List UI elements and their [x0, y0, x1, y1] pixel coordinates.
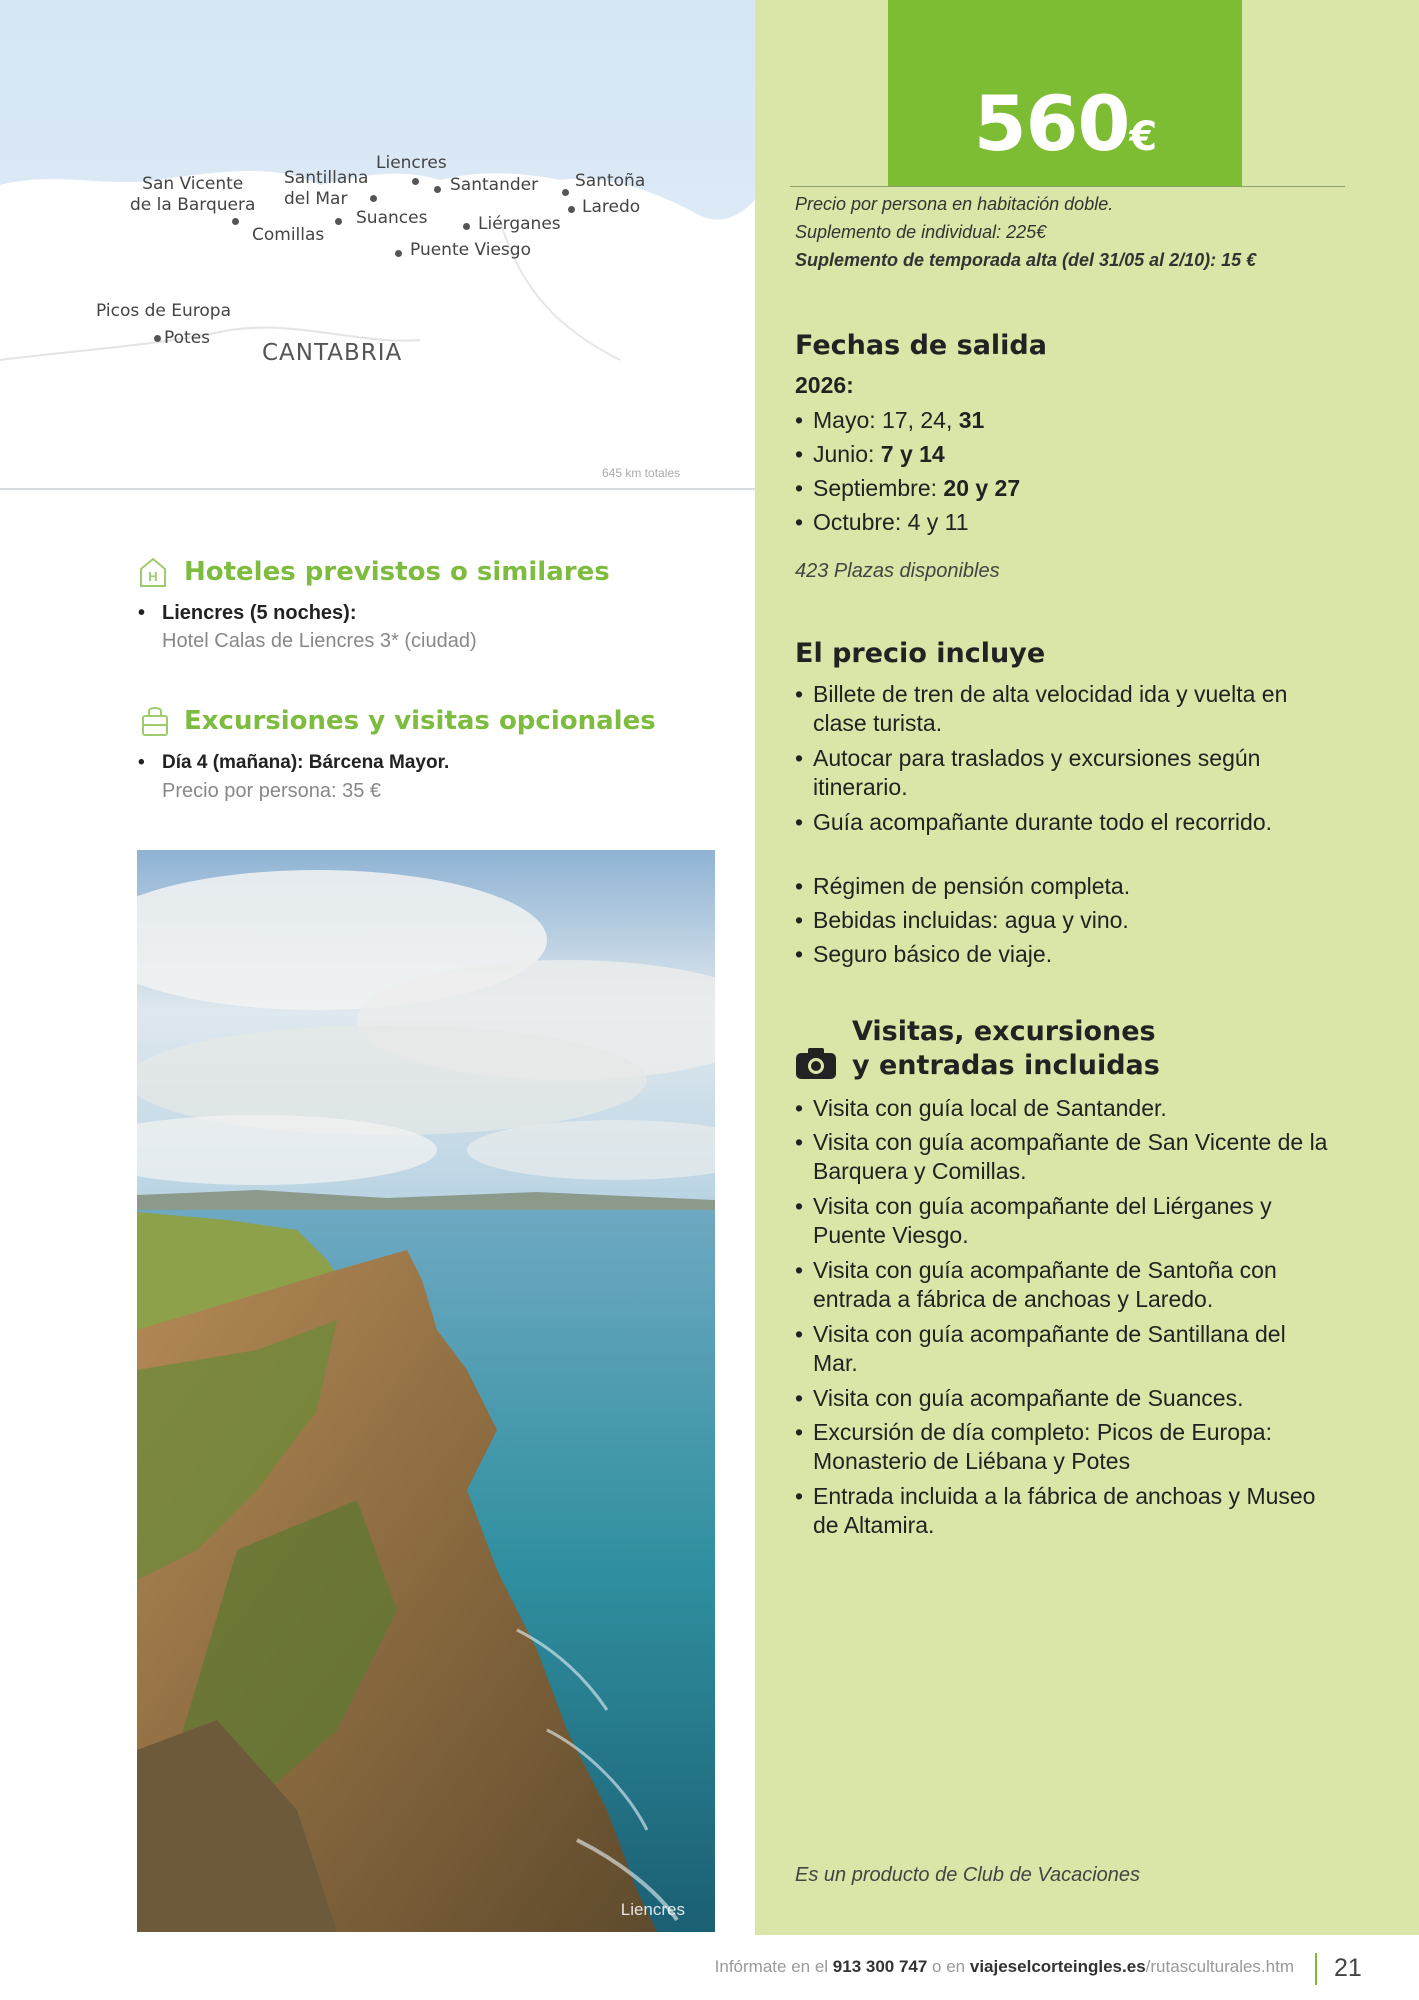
price-divider	[790, 186, 1345, 187]
price-note: Precio por persona en habitación doble.	[795, 194, 1114, 214]
bag-icon	[140, 705, 170, 737]
city-lierganes: Liérganes	[478, 214, 561, 234]
date-item	[813, 474, 1333, 503]
footer-mid: o en	[927, 1957, 970, 1976]
city-dot	[463, 223, 470, 230]
city-puente-viesgo: Puente Viesgo	[410, 240, 531, 260]
include-item: • Régimen de pensión completa.	[813, 872, 1333, 901]
hotel-item-detail: Hotel Calas de Liencres 3* (ciudad)	[162, 630, 477, 652]
visit-item: • Visita con guía acompañante de San Vicente de la Barquera y Comillas.	[813, 1128, 1333, 1186]
month-days-bold: 7 y 14	[880, 441, 945, 467]
camera-icon	[795, 1046, 837, 1080]
city-dot	[370, 195, 377, 202]
city-san-vicente: San Vicente de la Barquera	[130, 174, 256, 215]
optional-item-detail: Precio por persona: 35 €	[162, 780, 382, 802]
month-days-bold: 20 y 27	[943, 475, 1021, 501]
city-santona: Santoña	[575, 171, 646, 191]
map-land	[0, 0, 755, 490]
city-dot	[412, 178, 419, 185]
city-dot	[568, 206, 575, 213]
coast-photo	[137, 850, 715, 1932]
footer-contact	[715, 1957, 1294, 1977]
coast-photo-art	[137, 850, 715, 1932]
price-value	[888, 79, 1242, 168]
visit-item: • Entrada incluida a la fábrica de anchoas y Museo de Altamira.	[813, 1482, 1333, 1540]
optional-item-label: • Día 4 (mañana): Bárcena Mayor.	[162, 752, 449, 774]
footer-phone[interactable]: 913 300 747	[832, 1957, 928, 1976]
month-name: Septiembre:	[813, 475, 944, 501]
city-suances: Suances	[356, 208, 428, 228]
footer-site-path[interactable]: /rutasculturales.htm	[1145, 1957, 1294, 1976]
page-number: 21	[1334, 1954, 1362, 1982]
city-dot	[395, 250, 402, 257]
footer-site-link[interactable]: viajeselcorteingles.es	[969, 1957, 1146, 1976]
club-note: Es un producto de Club de Vacaciones	[795, 1864, 1141, 1886]
footer-separator	[1315, 1953, 1317, 1985]
city-comillas: Comillas	[252, 225, 325, 245]
date-item	[813, 508, 1333, 537]
include-item: • Guía acompañante durante todo el recorrido.	[813, 808, 1333, 837]
month-days: 4 y 11	[907, 509, 969, 535]
dates-year: 2026:	[795, 372, 854, 398]
include-item: • Billete de tren de alta velocidad ida y vuelta en clase turista.	[813, 680, 1333, 738]
visit-item: • Excursión de día completo: Picos de Europa: Monasterio de Liébana y Potes	[813, 1418, 1333, 1476]
available-seats: 423 Plazas disponibles	[795, 560, 1000, 582]
price-currency: €	[1129, 114, 1157, 160]
month-name: Mayo:	[813, 407, 883, 433]
price-amount: 560	[973, 79, 1130, 168]
visit-item: • Visita con guía acompañante del Liérganes y Puente Viesgo.	[813, 1192, 1333, 1250]
month-days: 17, 24,	[882, 407, 959, 433]
include-item: • Bebidas incluidas: agua y vino.	[813, 906, 1333, 935]
date-item	[813, 440, 1333, 469]
visits-title-line1: Visitas, excursiones	[852, 1016, 1156, 1047]
city-picos: Picos de Europa	[96, 301, 232, 321]
month-name: Octubre:	[813, 509, 908, 535]
page-footer	[0, 1935, 1419, 2000]
visit-item: • Visita con guía local de Santander.	[813, 1094, 1333, 1123]
hotels-title: Hoteles previstos o similares	[184, 557, 610, 587]
hotel-item-label: • Liencres (5 noches):	[162, 602, 357, 625]
city-potes: Potes	[164, 328, 211, 348]
city-dot	[434, 186, 441, 193]
region-map	[0, 0, 755, 490]
city-dot	[335, 218, 342, 225]
city-santillana: Santillana del Mar	[284, 168, 369, 209]
season-supplement-note: Suplemento de temporada alta (del 31/05 al 2/10): 15 €	[795, 250, 1257, 270]
includes-title: El precio incluye	[795, 638, 1046, 669]
month-days-bold: 31	[958, 407, 985, 433]
city-dot	[232, 218, 239, 225]
hotel-icon	[138, 556, 168, 588]
month-name: Junio:	[813, 441, 881, 467]
date-item	[813, 406, 1333, 435]
city-dot	[562, 189, 569, 196]
city-santander: Santander	[450, 175, 539, 195]
city-dot	[154, 335, 161, 342]
region-label: CANTABRIA	[262, 340, 403, 366]
city-liencres: Liencres	[376, 153, 447, 173]
include-item: • Seguro básico de viaje.	[813, 940, 1333, 969]
visit-item: • Visita con guía acompañante de Santoña con entrada a fábrica de anchoas y Laredo.	[813, 1256, 1333, 1314]
distance-note: 645 km totales	[602, 466, 681, 480]
footer-pre: Infórmate en el	[714, 1957, 833, 1976]
include-item: • Autocar para traslados y excursiones según itinerario.	[813, 744, 1333, 802]
visit-item: • Visita con guía acompañante de Suances.	[813, 1384, 1333, 1413]
city-laredo: Laredo	[582, 197, 641, 217]
optional-title: Excursiones y visitas opcionales	[184, 706, 656, 736]
visit-item: • Visita con guía acompañante de Santillana del Mar.	[813, 1320, 1333, 1378]
svg-text:H: H	[148, 569, 158, 584]
dates-title: Fechas de salida	[795, 330, 1047, 361]
single-supplement-note: Suplemento de individual: 225€	[795, 222, 1047, 242]
visits-title-line2: y entradas incluidas	[852, 1050, 1160, 1081]
price-box	[888, 0, 1242, 186]
photo-caption: Liencres	[620, 1900, 685, 1919]
